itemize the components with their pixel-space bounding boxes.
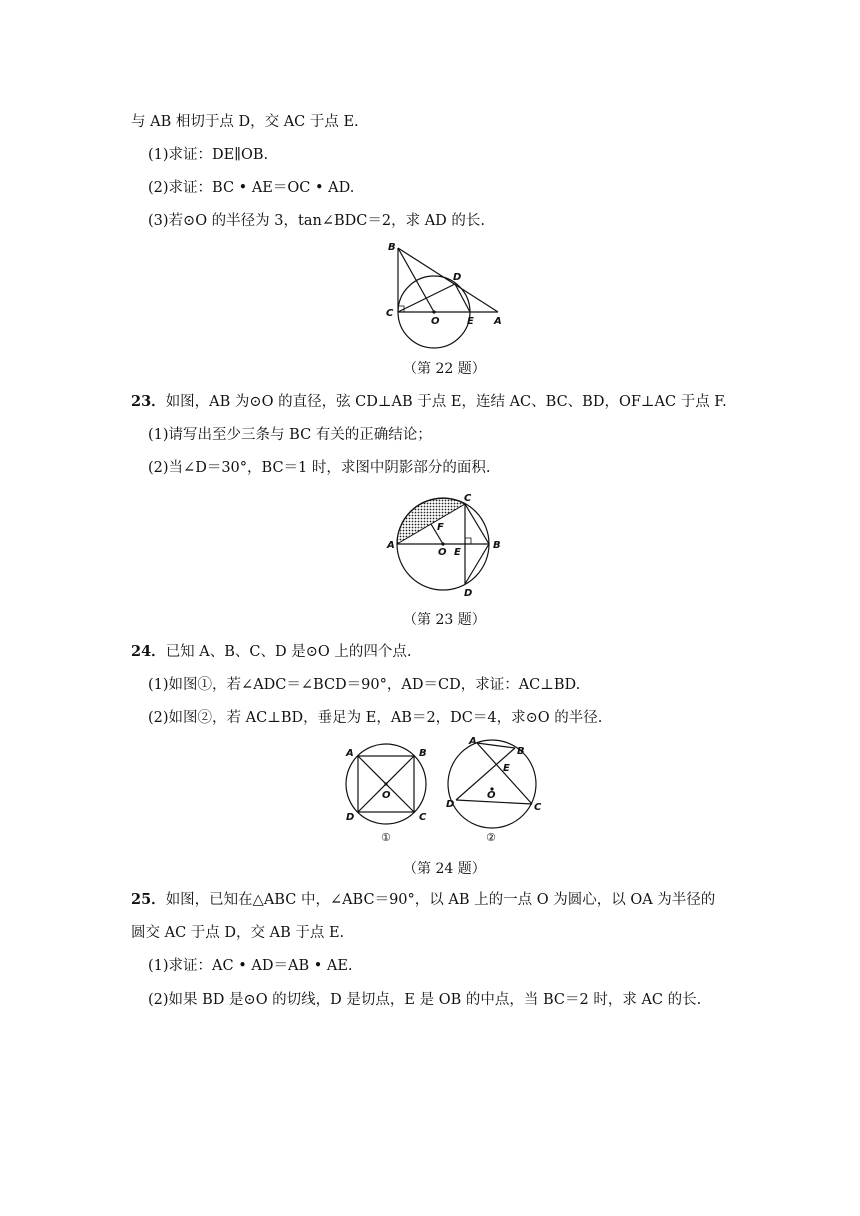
q24-f2-label-a: A [469,736,477,747]
q22-label-b: B [388,242,396,253]
q22-figure [380,240,510,330]
q24-f1-label-c: C [419,812,427,823]
q23-label-c: C [464,493,472,504]
q24-f2-label-c: C [534,802,542,813]
q24-f1-label-d: D [346,812,355,823]
q24-stem-line [131,642,412,662]
q23-label-f: F [437,522,444,533]
q24-stem: 已知 A、B、C、D 是⊙O 上的四个点. [165,644,412,660]
q24-f2-label-o: O [487,790,496,801]
q25-stem-1: 如图，已知在△ABC 中，∠ABC＝90°，以 AB 上的一点 O 为圆心，以 OA 为半径的 [165,892,716,908]
q22-label-e: E [467,316,474,327]
q23-label-a: A [387,540,395,551]
q24-f2-label-e: E [503,763,510,774]
q23-label-b: B [493,540,501,551]
q23-figure [384,490,508,600]
q23-label-e: E [454,547,461,558]
q24-f1-tag: ① [381,831,391,844]
q25-number: 25． [131,891,166,908]
q23-caption: （第 23 题） [403,612,486,628]
q23-label-o: O [438,547,447,558]
q23-label-d: D [464,588,473,599]
q24-number: 24． [131,643,166,660]
q22-label-c: C [386,308,394,319]
q24-f2-tag: ② [486,831,496,844]
q24-f1-label-o: O [382,790,391,801]
q22-part-3: (3)若⊙O 的半径为 3，tan∠BDC＝2，求 AD 的长. [148,213,486,229]
q23-part-1: (1)请写出至少三条与 BC 有关的正确结论； [148,427,432,443]
q25-stem-line-2: 圆交 AC 于点 D，交 AB 于点 E. [131,925,345,941]
q23-stem: 如图，AB 为⊙O 的直径，弦 CD⊥AB 于点 E，连结 AC、BC、BD，OF⊥AC 于点 F. [165,394,727,410]
q23-stem-line [131,392,727,412]
q23-part-2: (2)当∠D＝30°，BC＝1 时，求图中阴影部分的面积. [148,460,491,476]
q25-part-2: (2)如果 BD 是⊙O 的切线，D 是切点，E 是 OB 的中点，当 BC＝2 时，求 AC 的长. [148,992,702,1008]
q24-f1-label-b: B [419,748,427,759]
q22-intro-tail: 与 AB 相切于点 D，交 AC 于点 E. [131,114,359,130]
q24-figure-1 [340,738,436,844]
q22-label-o: O [431,316,440,327]
q22-label-d: D [453,272,462,283]
q22-part-2: (2)求证：BC • AE＝OC • AD. [148,180,355,196]
q24-f2-label-b: B [517,746,525,757]
q24-figure-2 [442,736,548,844]
q25-stem-line-1 [131,890,715,910]
q22-label-a: A [494,316,502,327]
q22-part-1: (1)求证：DE∥OB. [148,147,269,163]
q24-part-2: (2)如图②，若 AC⊥BD，垂足为 E，AB＝2，DC＝4，求⊙O 的半径. [148,710,603,726]
q23-number: 23． [131,393,166,410]
q24-f2-label-d: D [446,799,455,810]
q24-f1-label-a: A [346,748,354,759]
q24-caption: （第 24 题） [403,861,486,877]
q24-part-1: (1)如图①，若∠ADC＝∠BCD＝90°，AD＝CD，求证：AC⊥BD. [148,677,581,693]
q25-part-1: (1)求证：AC • AD＝AB • AE. [148,958,353,974]
q22-caption: （第 22 题） [403,361,486,377]
